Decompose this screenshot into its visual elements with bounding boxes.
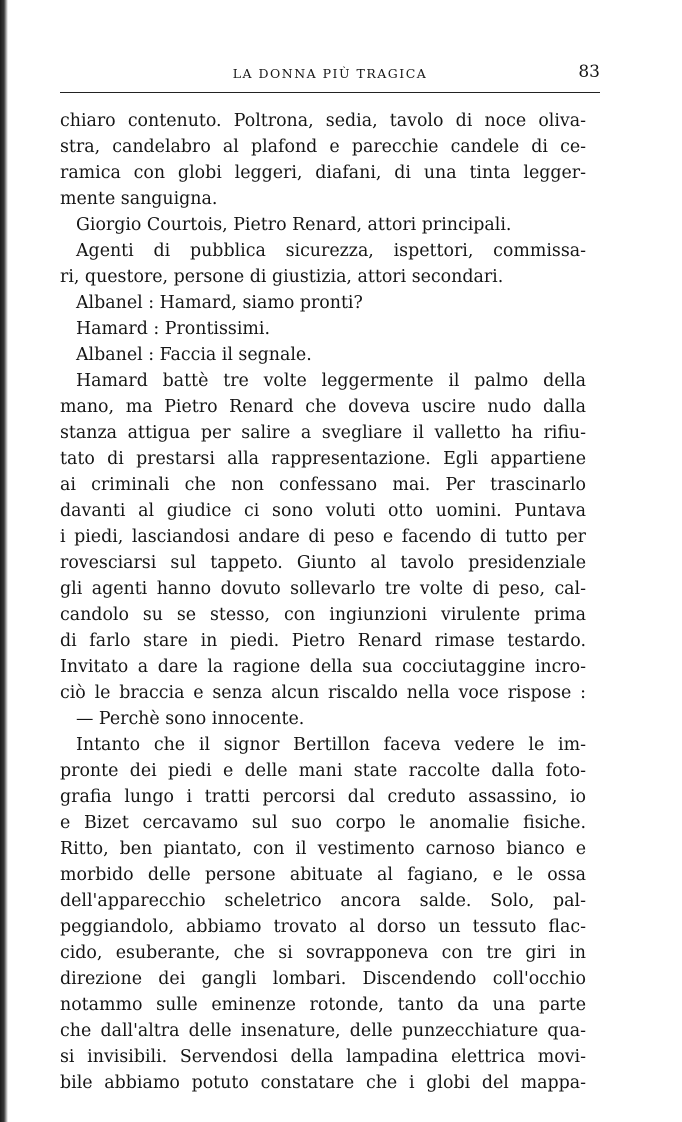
text-line: Intanto che il signor Bertillon faceva vedere le im- bbox=[76, 735, 586, 755]
text-line: e Bizet cercavamo sul suo corpo le anomalie fisiche. bbox=[60, 813, 586, 833]
text-line: pronte dei piedi e delle mani state raccolte dalla foto- bbox=[60, 761, 586, 781]
book-spine-shadow bbox=[0, 0, 8, 1122]
text-line: gli agenti hanno dovuto sollevarlo tre volte di peso, cal- bbox=[60, 579, 586, 599]
text-line: morbido delle persone abituate al fagiano, e le ossa bbox=[60, 865, 586, 885]
text-line: notammo sulle eminenze rotonde, tanto da una parte bbox=[60, 995, 586, 1015]
text-line: Hamard : Prontissimi. bbox=[76, 319, 270, 339]
text-line: ai criminali che non confessano mai. Per trascinarlo bbox=[60, 475, 586, 495]
page-number: 83 bbox=[578, 62, 600, 82]
text-line: — Perchè sono innocente. bbox=[76, 709, 305, 729]
text-line: ramica con globi leggeri, diafani, di una tinta legger- bbox=[60, 163, 586, 183]
text-line: Albanel : Hamard, siamo pronti? bbox=[76, 293, 363, 313]
text-line: rovesciarsi sul tappeto. Giunto al tavolo presidenziale bbox=[60, 553, 586, 573]
text-line: i piedi, lasciandosi andare di peso e facendo di tutto per bbox=[60, 527, 586, 547]
text-line: ri, questore, persone di giustizia, attori secondari. bbox=[60, 267, 504, 287]
text-line: di farlo stare in piedi. Pietro Renard rimase testardo. bbox=[60, 631, 586, 651]
header-rule bbox=[60, 92, 600, 93]
text-line: Hamard battè tre volte leggermente il palmo della bbox=[76, 371, 586, 391]
text-line: Agenti di pubblica sicurezza, ispettori, commissa- bbox=[76, 241, 586, 261]
text-line: davanti al giudice ci sono voluti otto uomini. Puntava bbox=[60, 501, 586, 521]
text-line: ciò le braccia e senza alcun riscaldo nella voce rispose : bbox=[60, 683, 586, 703]
page-header bbox=[60, 62, 600, 86]
text-line: grafia lungo i tratti percorsi dal creduto assassino, io bbox=[60, 787, 586, 807]
text-line: dell'apparecchio scheletrico ancora salde. Solo, pal- bbox=[60, 891, 586, 911]
text-line: che dall'altra delle insenature, delle punzecchiature qua- bbox=[60, 1021, 586, 1041]
text-line: mente sanguigna. bbox=[60, 189, 218, 209]
text-line: bile abbiamo potuto constatare che i globi del mappa- bbox=[60, 1073, 586, 1093]
text-line: Albanel : Faccia il segnale. bbox=[76, 345, 312, 365]
text-line: Giorgio Courtois, Pietro Renard, attori principali. bbox=[76, 215, 512, 235]
text-line: direzione dei gangli lombari. Discendendo coll'occhio bbox=[60, 969, 586, 989]
text-line: stra, candelabro al plafond e parecchie candele di ce- bbox=[60, 137, 586, 157]
text-line: Ritto, ben piantato, con il vestimento carnoso bianco e bbox=[60, 839, 586, 859]
text-line: peggiandolo, abbiamo trovato al dorso un tessuto flac- bbox=[60, 917, 586, 937]
text-line: cido, esuberante, che si sovrapponeva con tre giri in bbox=[60, 943, 586, 963]
text-line: mano, ma Pietro Renard che doveva uscire nudo dalla bbox=[60, 397, 586, 417]
text-line: si invisibili. Servendosi della lampadina elettrica movi- bbox=[60, 1047, 586, 1067]
running-title: LA DONNA PIÙ TRAGICA bbox=[232, 66, 428, 81]
body-text bbox=[60, 108, 586, 1096]
text-line: tato di prestarsi alla rappresentazione. Egli appartiene bbox=[60, 449, 586, 469]
text-line: stanza attigua per salire a svegliare il valletto ha rifiu- bbox=[60, 423, 586, 443]
text-line: candolo su se stesso, con ingiunzioni virulente prima bbox=[60, 605, 586, 625]
text-line: chiaro contenuto. Poltrona, sedia, tavolo di noce oliva- bbox=[60, 111, 586, 131]
text-line: Invitato a dare la ragione della sua cocciutaggine incro- bbox=[60, 657, 586, 677]
